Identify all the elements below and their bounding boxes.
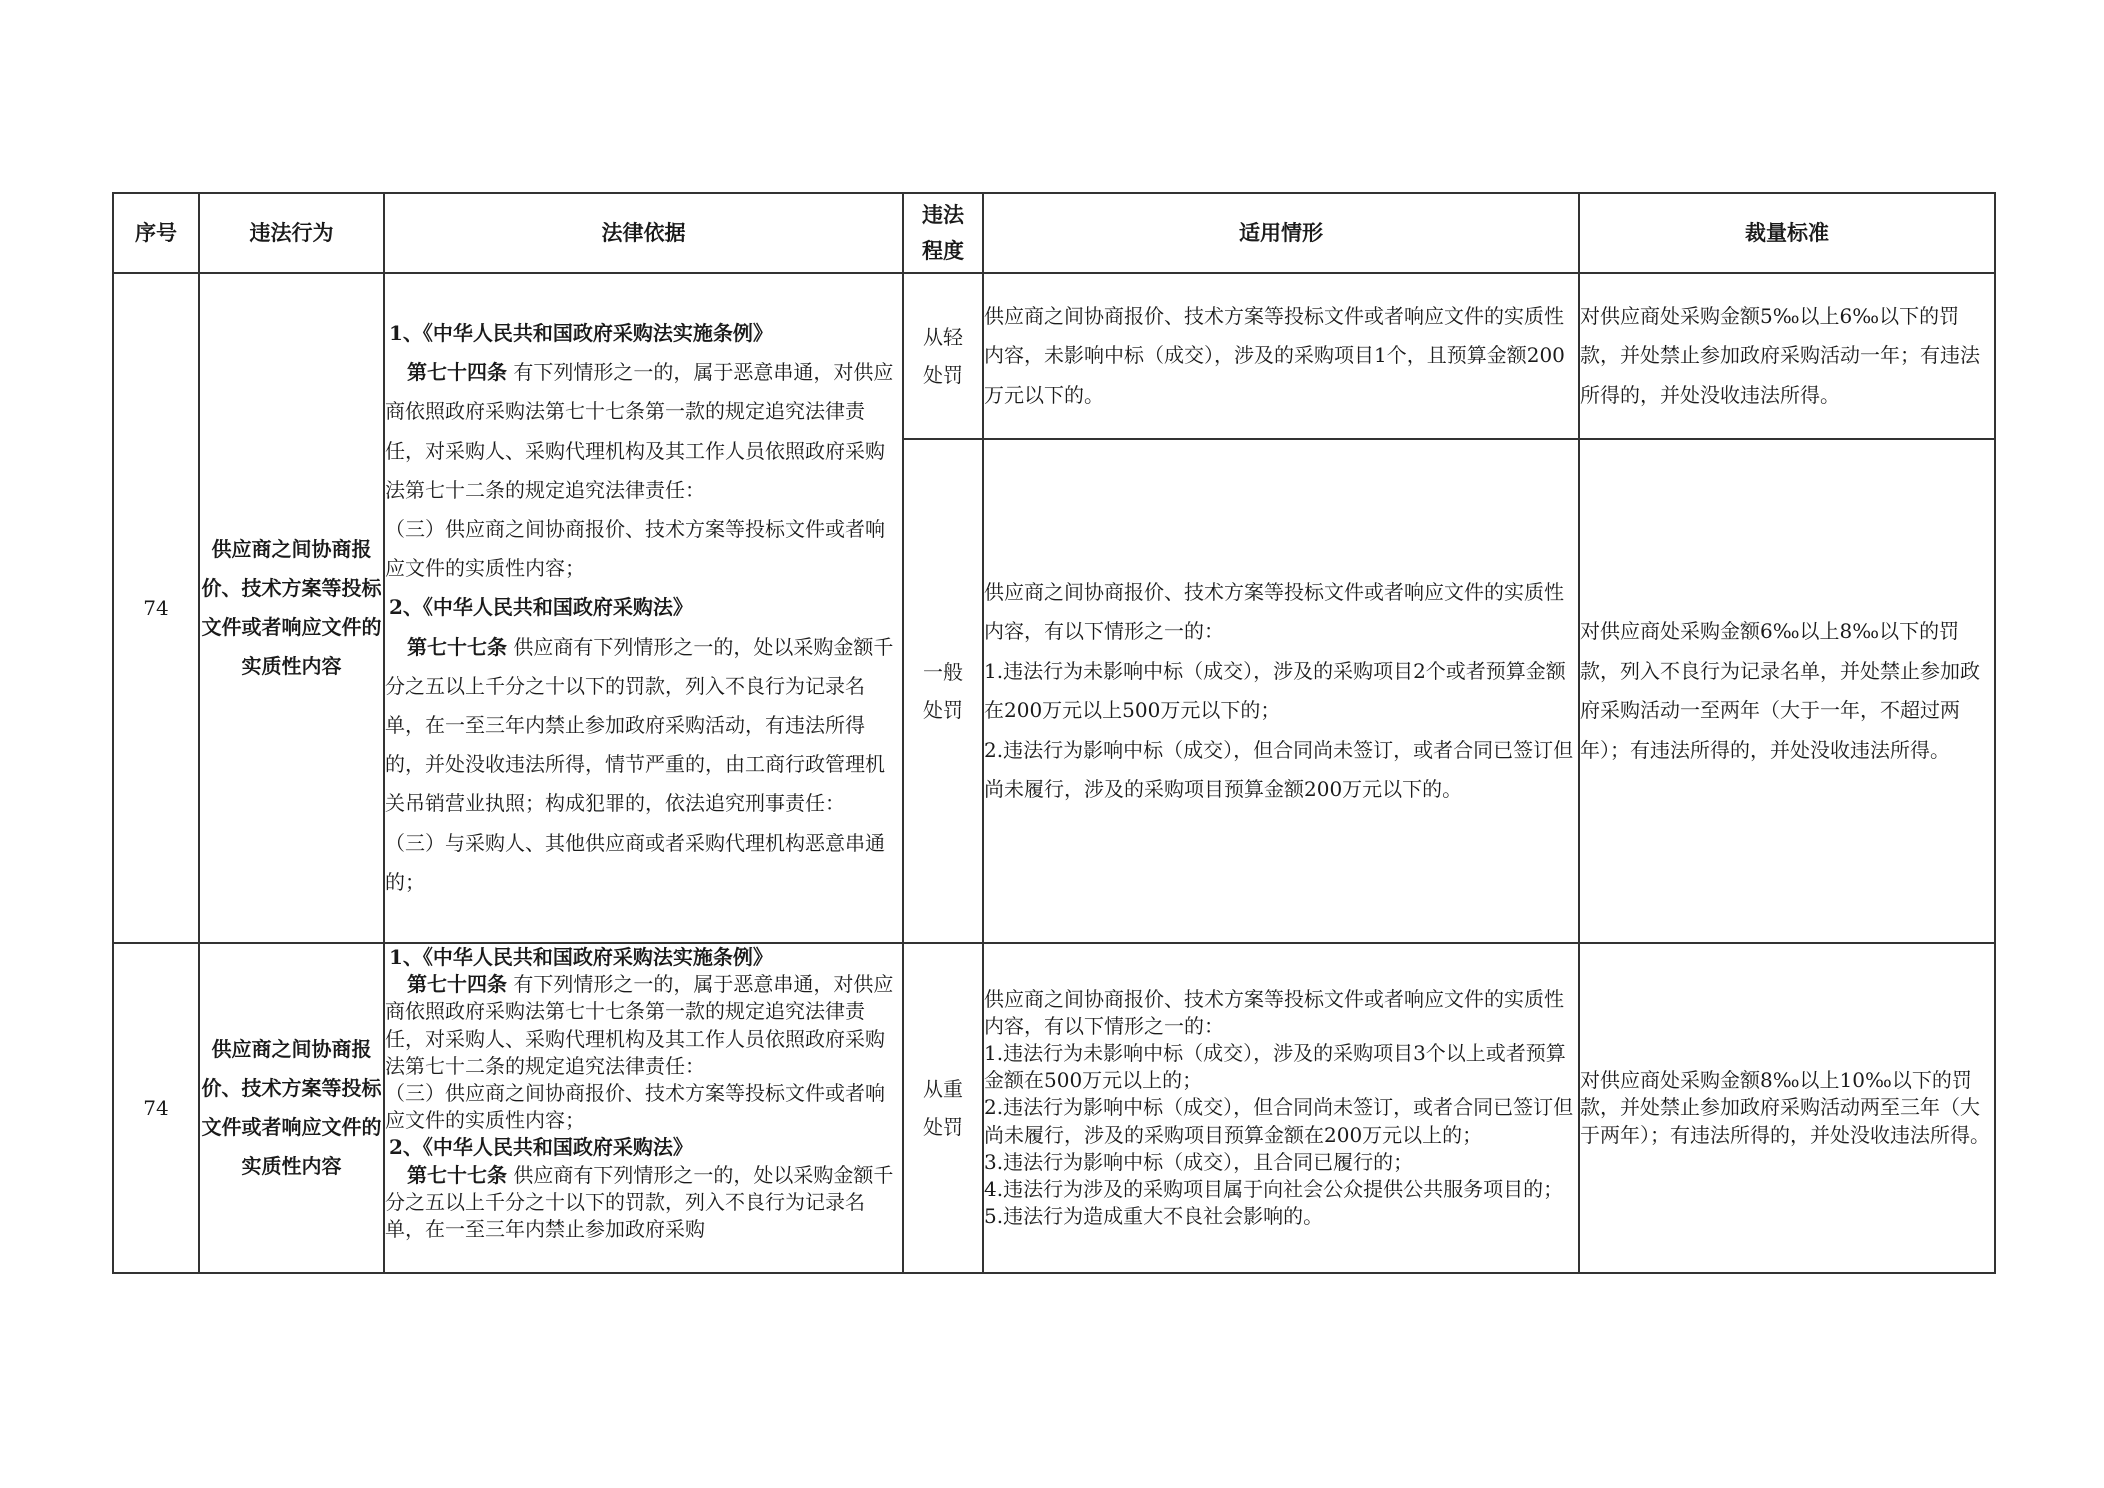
situation-line: 供应商之间协商报价、技术方案等投标文件或者响应文件的实质性内容，未影响中标（成交），涉及的采购项目1个，且预算金额200万元以下的。 [984, 303, 1565, 407]
law-article-1 [385, 971, 902, 1080]
header-law: 法律依据 [384, 193, 903, 273]
situation-cell [983, 439, 1579, 943]
situation-line: 供应商之间协商报价、技术方案等投标文件或者响应文件的实质性内容，有以下情形之一的： [984, 579, 1564, 643]
header-row [113, 193, 1995, 273]
seq-cell: 74 [113, 273, 199, 943]
article-title: 第七十四条 [407, 360, 507, 385]
situation-line: 3.违法行为影响中标（成交），且合同已履行的； [984, 1149, 1414, 1174]
situation-line: 4.违法行为涉及的采购项目属于向社会公众提供公共服务项目的； [984, 1177, 1564, 1201]
header-situation: 适用情形 [983, 193, 1579, 273]
situation-line: 1.违法行为未影响中标（成交），涉及的采购项目3个以上或者预算金额在500万元以上的； [984, 1040, 1566, 1093]
article-text: 有下列情形之一的，属于恶意串通，对供应商依照政府采购法第七十七条第一款的规定追究法律责任，对采购人、采购代理机构及其工作人员依照政府采购法第七十二条的规定追究法律责任： [385, 360, 894, 502]
table-row [113, 273, 1995, 439]
act-cell: 供应商之间协商报价、技术方案等投标文件或者响应文件的实质性内容 [199, 943, 384, 1273]
act-cell: 供应商之间协商报价、技术方案等投标文件或者响应文件的实质性内容 [199, 273, 384, 943]
article-title: 第七十七条 [407, 1162, 507, 1187]
situation-line: 供应商之间协商报价、技术方案等投标文件或者响应文件的实质性内容，有以下情形之一的： [984, 986, 1564, 1038]
header-degree: 违法程度 [903, 193, 983, 273]
header-standard: 裁量标准 [1579, 193, 1995, 273]
law-article-2 [385, 628, 902, 824]
situation-cell [983, 943, 1579, 1273]
law-article-1 [385, 353, 902, 510]
situation-cell [983, 273, 1579, 439]
situation-line: 1.违法行为未影响中标（成交），涉及的采购项目2个或者预算金额在200万元以上500万元以下的； [984, 658, 1566, 722]
degree-cell: 从重处罚 [903, 943, 983, 1273]
article-title: 第七十七条 [407, 634, 507, 659]
law-item-1: （三）供应商之间协商报价、技术方案等投标文件或者响应文件的实质性内容； [385, 516, 885, 581]
article-text: 有下列情形之一的，属于恶意串通，对供应商依照政府采购法第七十七条第一款的规定追究法律责任，对采购人、采购代理机构及其工作人员依照政府采购法第七十二条的规定追究法律责任： [385, 972, 894, 1078]
article-title: 第七十四条 [407, 972, 507, 997]
seq-cell: 74 [113, 943, 199, 1273]
situation-line: 5.违法行为造成重大不良社会影响的。 [984, 1204, 1324, 1229]
law-source-2: 2、《中华人民共和国政府采购法》 [389, 595, 693, 620]
degree-cell: 从轻处罚 [903, 273, 983, 439]
degree-cell: 一般处罚 [903, 439, 983, 943]
law-cell [384, 943, 903, 1273]
law-source-2: 2、《中华人民共和国政府采购法》 [389, 1135, 693, 1160]
standard-cell: 对供应商处采购金额6‰以上8‰以下的罚款，列入不良行为记录名单，并处禁止参加政府采购活动一至两年（大于一年，不超过两年）；有违法所得的，并处没收违法所得。 [1579, 439, 1995, 943]
law-source-1: 1、《中华人民共和国政府采购法实施条例》 [389, 945, 773, 969]
situation-line: 2.违法行为影响中标（成交），但合同尚未签订，或者合同已签订但尚未履行，涉及的采购项目预算金额200万元以下的。 [984, 737, 1574, 801]
law-item-2: （三）与采购人、其他供应商或者采购代理机构恶意串通的； [385, 830, 885, 894]
standard-cell: 对供应商处采购金额5‰以上6‰以下的罚款，并处禁止参加政府采购活动一年；有违法所得的，并处没收违法所得。 [1579, 273, 1995, 439]
law-item-1: （三）供应商之间协商报价、技术方案等投标文件或者响应文件的实质性内容； [385, 1081, 885, 1133]
discretion-table [112, 192, 1996, 1274]
standard-cell: 对供应商处采购金额8‰以上10‰以下的罚款，并处禁止参加政府采购活动两至三年（大于两年）；有违法所得的，并处没收违法所得。 [1579, 943, 1995, 1273]
header-seq: 序号 [113, 193, 199, 273]
law-source-1: 1、《中华人民共和国政府采购法实施条例》 [389, 320, 773, 345]
situation-line: 2.违法行为影响中标（成交），但合同尚未签订，或者合同已签订但尚未履行，涉及的采购项目预算金额在200万元以上的； [984, 1095, 1574, 1147]
article-text: 供应商有下列情形之一的，处以采购金额千分之五以上千分之十以下的罚款，列入不良行为记录名单，在一至三年内禁止参加政府采购 [385, 1162, 894, 1242]
law-cell [384, 273, 903, 943]
header-act: 违法行为 [199, 193, 384, 273]
law-article-2 [385, 1162, 902, 1244]
article-text: 供应商有下列情形之一的，处以采购金额千分之五以上千分之十以下的罚款，列入不良行为记录名单，在一至三年内禁止参加政府采购活动，有违法所得的，并处没收违法所得，情节严重的，由工商行政管理机关吊销营业执照；构成犯罪的，依法追究刑事责任： [385, 634, 894, 816]
table-row [113, 943, 1995, 1273]
